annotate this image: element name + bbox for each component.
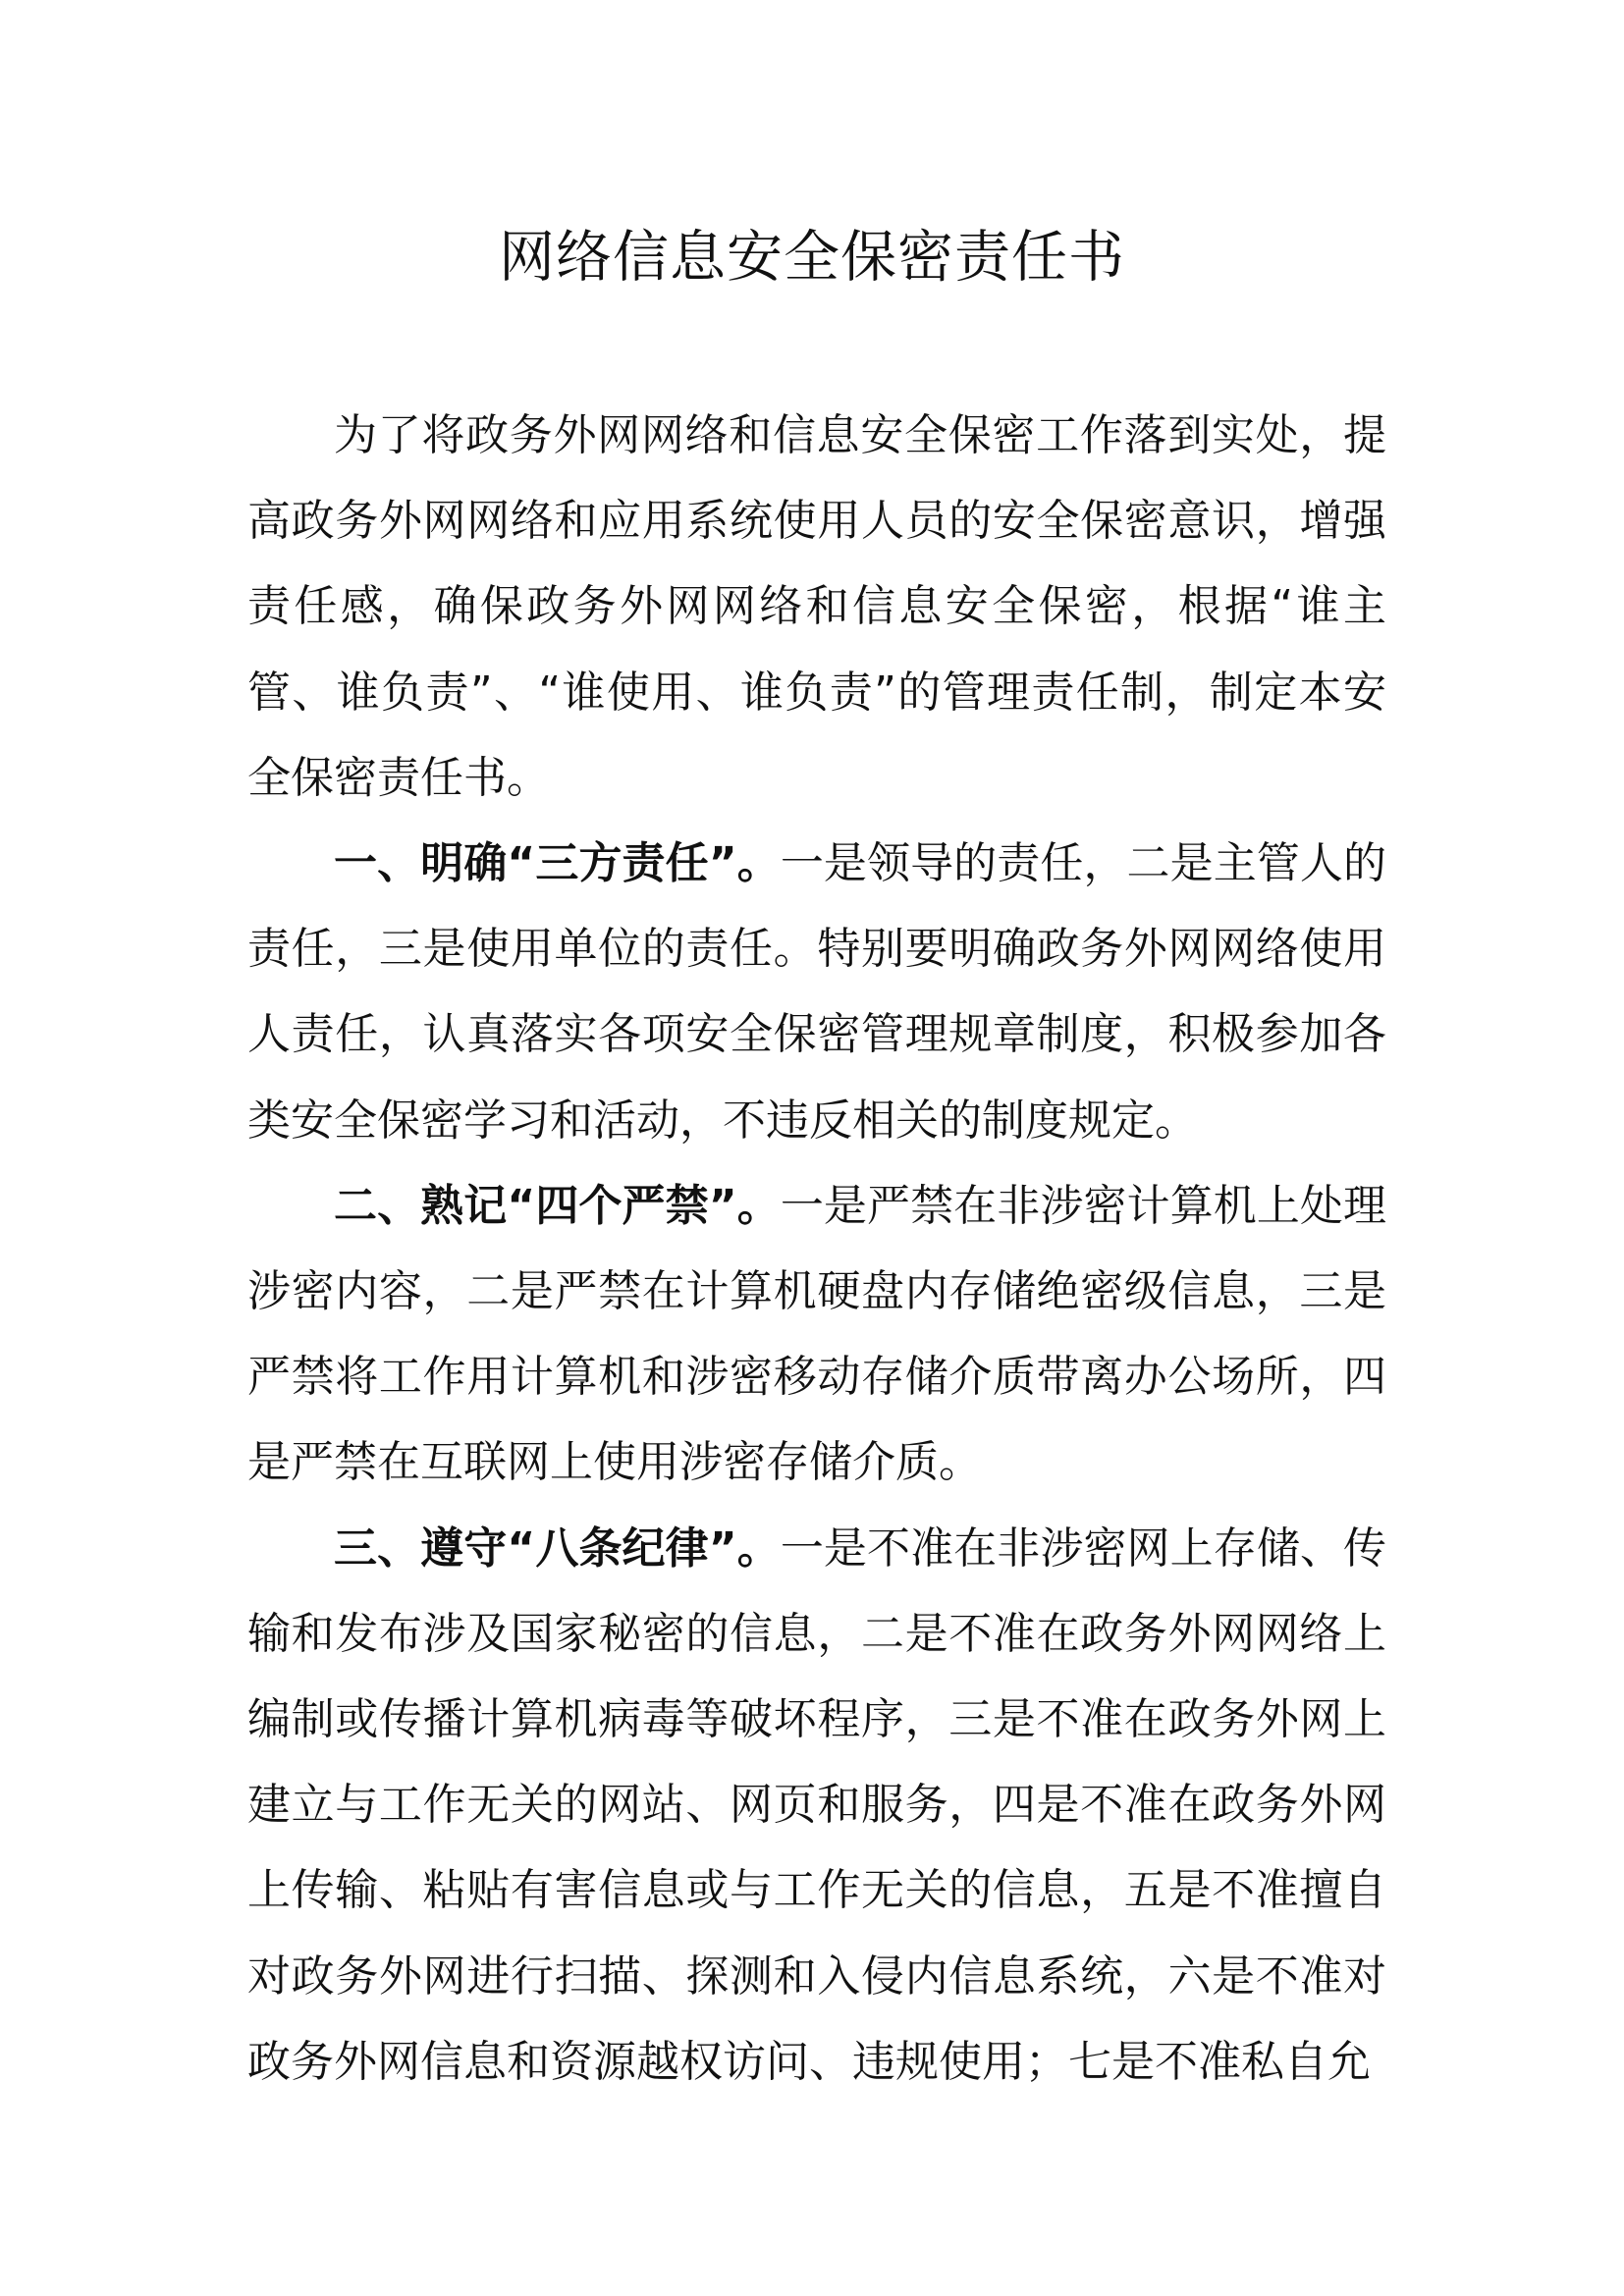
- section-1-paragraph: [247, 821, 1386, 1163]
- section-3-paragraph: [247, 1506, 1386, 2105]
- document-body: [247, 393, 1386, 2105]
- section-2-paragraph: [247, 1163, 1386, 1506]
- section-2-heading: 二、熟记“四个严禁”。: [334, 1180, 781, 1231]
- section-1-text: 一是领导的责任，二是主管人的责任，三是使用单位的责任。特别要明确政务外网网络使用人责任，认真落实各项安全保密管理规章制度，积极参加各类安全保密学习和活动，不违反相关的制度规定。: [247, 838, 1386, 1146]
- intro-paragraph: 为了将政务外网网络和信息安全保密工作落到实处，提高政务外网网络和应用系统使用人员的安全保密意识，增强责任感，确保政务外网网络和信息安全保密，根据“谁主管、谁负责”、“谁使用、谁负责”的管理责任制，制定本安全保密责任书。: [247, 410, 1386, 803]
- section-3-text: 一是不准在非涉密网上存储、传输和发布涉及国家秘密的信息，二是不准在政务外网网络上编制或传播计算机病毒等破坏程序，三是不准在政务外网上建立与工作无关的网站、网页和服务，四是不准在政务外网上传输、粘贴有害信息或与工作无关的信息，五是不准擅自对政务外网进行扫描、探测和入侵内信息系统，六是不准对政务外网信息和资源越权访问、违规使用；七是不准私自允: [247, 1522, 1386, 2087]
- section-3-heading: 三、遵守“八条纪律”。: [334, 1522, 781, 1574]
- section-2-text: 一是严禁在非涉密计算机上处理涉密内容，二是严禁在计算机硬盘内存储绝密级信息，三是严禁将工作用计算机和涉密移动存储介质带离办公场所，四是严禁在互联网上使用涉密存储介质。: [247, 1180, 1386, 1488]
- document-title: 网络信息安全保密责任书: [499, 225, 1125, 290]
- section-1-heading: 一、明确“三方责任”。: [334, 838, 781, 889]
